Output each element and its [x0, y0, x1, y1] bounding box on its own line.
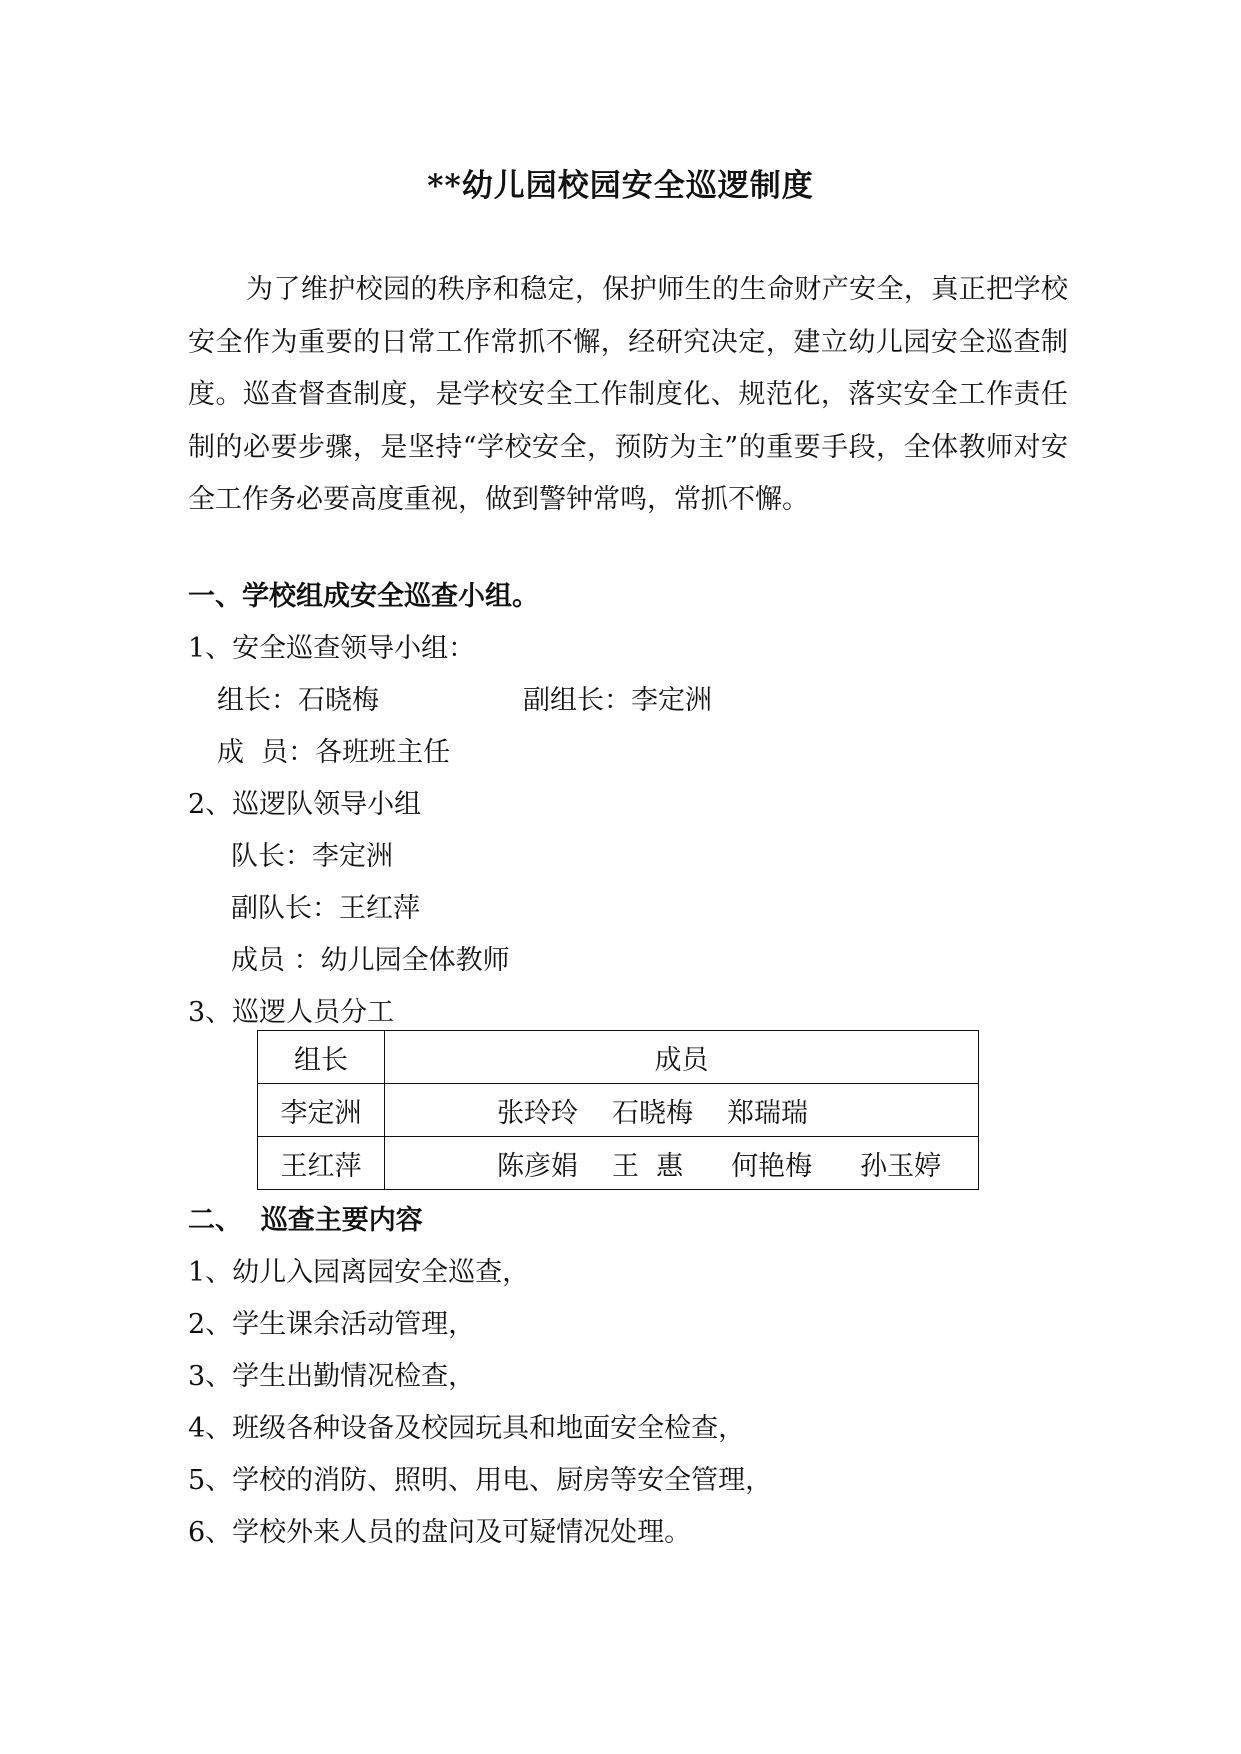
member-name: 何艳梅 — [731, 1150, 813, 1182]
item1-leader: 组长：石晓梅 — [217, 685, 379, 716]
row-members-cell — [385, 1084, 979, 1137]
member-name: 王 惠 — [612, 1150, 684, 1182]
list-item: 4、班级各种设备及校园玩具和地面安全检查， — [188, 1413, 746, 1444]
member-name: 张玲玲 — [497, 1097, 578, 1129]
item2-vice-captain: 副队长：王红萍 — [231, 893, 420, 924]
table-row — [258, 1137, 979, 1190]
header-leader-cell: 组长 — [258, 1031, 385, 1084]
list-item: 1、幼儿入园离园安全巡查， — [188, 1257, 530, 1288]
item1-label: 1、安全巡查领导小组： — [188, 633, 476, 664]
row-leader-cell: 李定洲 — [258, 1084, 385, 1137]
list-item: 5、学校的消防、照明、用电、厨房等安全管理， — [188, 1465, 773, 1496]
item1-members: 成 员：各班班主任 — [217, 737, 451, 768]
section1-heading: 一、学校组成安全巡查小组。 — [188, 581, 539, 612]
item2-members: 成员 ：幼儿园全体教师 — [231, 945, 510, 976]
document-title: **幼儿园校园安全巡逻制度 — [427, 168, 814, 204]
member-name: 孙玉婷 — [860, 1150, 942, 1182]
member-name: 石晓梅 — [612, 1097, 693, 1129]
item3-label: 3、巡逻人员分工 — [188, 997, 395, 1028]
list-item: 6、学校外来人员的盘问及可疑情况处理。 — [188, 1517, 692, 1548]
item2-captain: 队长：李定洲 — [231, 841, 393, 872]
item2-label: 2、巡逻队领导小组 — [188, 789, 422, 820]
patrol-division-table — [257, 1030, 979, 1190]
intro-paragraph: 为了维护校园的秩序和稳定，保护师生的生命财产安全，真正把学校安全作为重要的日常工作常抓不懈，经研究决定，建立幼儿园安全巡查制度。巡查督查制度，是学校安全工作制度化、规范化，落实安全工作责任制的必要步骤，是坚持“学校安全，预防为主”的重要手段，全体教师对安全工作务必要高度重视，做到警钟常鸣，常抓不懈。 — [188, 274, 1068, 515]
row-leader-cell: 王红萍 — [258, 1137, 385, 1190]
member-name: 郑瑞瑞 — [727, 1097, 808, 1129]
member-name: 陈彦娟 — [497, 1150, 578, 1182]
row-members-cell — [385, 1137, 979, 1190]
table-header-row — [258, 1031, 979, 1084]
item1-deputy: 副组长：李定洲 — [523, 685, 712, 716]
table-row — [258, 1084, 979, 1137]
list-item: 3、学生出勤情况检查， — [188, 1361, 476, 1392]
list-item: 2、学生课余活动管理， — [188, 1309, 476, 1340]
header-members-cell: 成员 — [385, 1031, 979, 1084]
section2-heading: 二、 巡查主要内容 — [188, 1205, 423, 1236]
